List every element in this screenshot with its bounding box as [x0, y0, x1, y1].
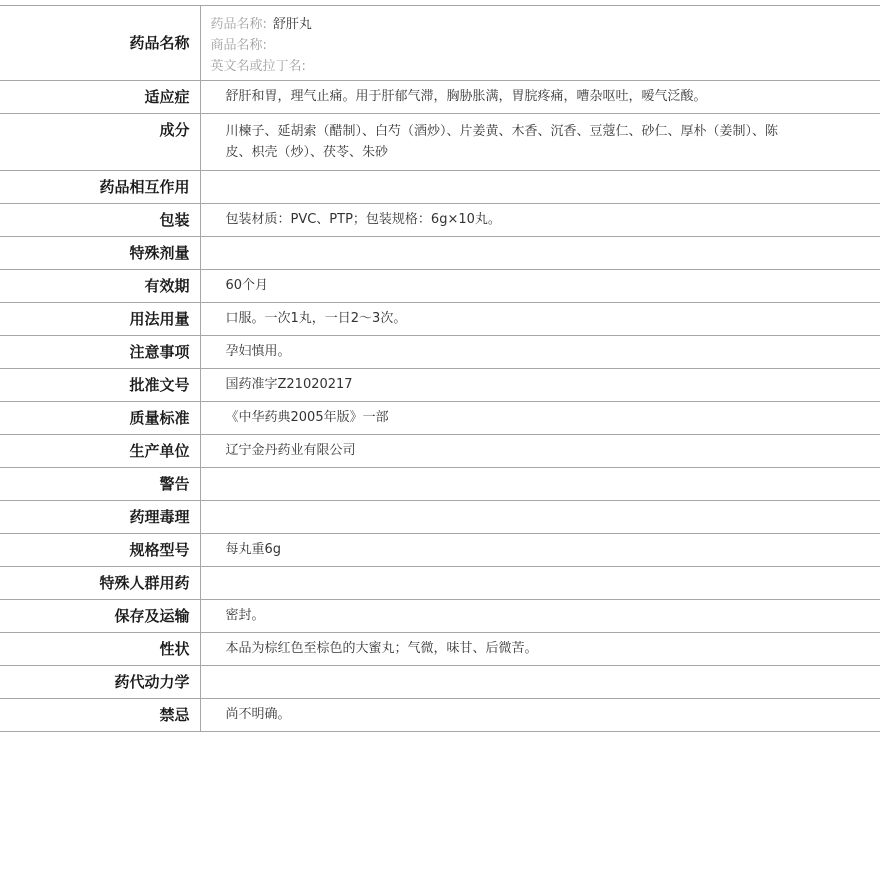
row-value: 《中华药典2005年版》一部 — [200, 402, 880, 435]
row-label: 适应症 — [0, 81, 200, 114]
row-label: 有效期 — [0, 270, 200, 303]
table-row-precautions — [0, 336, 880, 369]
row-label: 药品相互作用 — [0, 171, 200, 204]
table-row-specification — [0, 534, 880, 567]
row-label: 规格型号 — [0, 534, 200, 567]
row-value — [200, 567, 880, 600]
row-value — [200, 468, 880, 501]
row-label: 保存及运输 — [0, 600, 200, 633]
table-row-approval-number — [0, 369, 880, 402]
row-value: 舒肝和胃，理气止痛。用于肝郁气滞，胸胁胀满，胃脘疼痛，嘈杂呕吐，嗳气泛酸。 — [200, 81, 880, 114]
table-row-description — [0, 633, 880, 666]
table-row-indication — [0, 81, 880, 114]
row-value — [200, 666, 880, 699]
generic-name-key: 药品名称: — [210, 17, 267, 32]
row-label: 生产单位 — [0, 435, 200, 468]
row-label: 药理毒理 — [0, 501, 200, 534]
row-label: 特殊人群用药 — [0, 567, 200, 600]
row-label: 药代动力学 — [0, 666, 200, 699]
row-value: 国药准字Z21020217 — [200, 369, 880, 402]
row-label: 性状 — [0, 633, 200, 666]
row-value: 60个月 — [200, 270, 880, 303]
row-value — [200, 237, 880, 270]
table-row-interactions — [0, 171, 880, 204]
row-label: 注意事项 — [0, 336, 200, 369]
table-row-pharmacology — [0, 501, 880, 534]
table-row-special-dosage — [0, 237, 880, 270]
row-label: 警告 — [0, 468, 200, 501]
table-row-drug-name — [0, 6, 880, 81]
trade-name-key: 商品名称: — [210, 38, 267, 53]
drug-name-block — [200, 6, 880, 81]
table-row-pharmacokinetics — [0, 666, 880, 699]
table-row-dosage — [0, 303, 880, 336]
table-row-packaging — [0, 204, 880, 237]
table-row-warning — [0, 468, 880, 501]
table-row-ingredients — [0, 114, 880, 171]
row-label: 包装 — [0, 204, 200, 237]
row-value: 每丸重6g — [200, 534, 880, 567]
row-value: 孕妇慎用。 — [200, 336, 880, 369]
row-label: 特殊剂量 — [0, 237, 200, 270]
generic-name-value: 舒肝丸 — [272, 17, 312, 32]
generic-name-line — [211, 14, 791, 35]
table-row-contraindications — [0, 699, 880, 732]
row-value: 川楝子、延胡索（醋制）、白芍（酒炒）、片姜黄、木香、沉香、豆蔻仁、砂仁、厚朴（姜制）、陈皮、枳壳（炒）、茯苓、朱砂 — [200, 114, 880, 171]
table-row-shelf-life — [0, 270, 880, 303]
row-label: 用法用量 — [0, 303, 200, 336]
row-label: 质量标准 — [0, 402, 200, 435]
row-label: 批准文号 — [0, 369, 200, 402]
row-value: 尚不明确。 — [200, 699, 880, 732]
row-value: 口服。一次1丸，一日2～3次。 — [200, 303, 880, 336]
row-value: 本品为棕红色至棕色的大蜜丸；气微，味甘、后微苦。 — [200, 633, 880, 666]
trade-name-line — [211, 35, 791, 56]
row-label: 禁忌 — [0, 699, 200, 732]
table-row-quality-standard — [0, 402, 880, 435]
row-value — [200, 171, 880, 204]
table-row-special-populations — [0, 567, 880, 600]
row-label: 药品名称 — [0, 6, 200, 81]
drug-info-table — [0, 5, 880, 732]
english-name-key: 英文名或拉丁名: — [210, 59, 306, 74]
row-value — [200, 501, 880, 534]
row-value: 包装材质：PVC、PTP；包装规格：6g×10丸。 — [200, 204, 880, 237]
table-row-storage — [0, 600, 880, 633]
row-label: 成分 — [0, 114, 200, 171]
row-value: 密封。 — [200, 600, 880, 633]
table-row-manufacturer — [0, 435, 880, 468]
english-name-line — [211, 56, 791, 77]
row-value: 辽宁金丹药业有限公司 — [200, 435, 880, 468]
